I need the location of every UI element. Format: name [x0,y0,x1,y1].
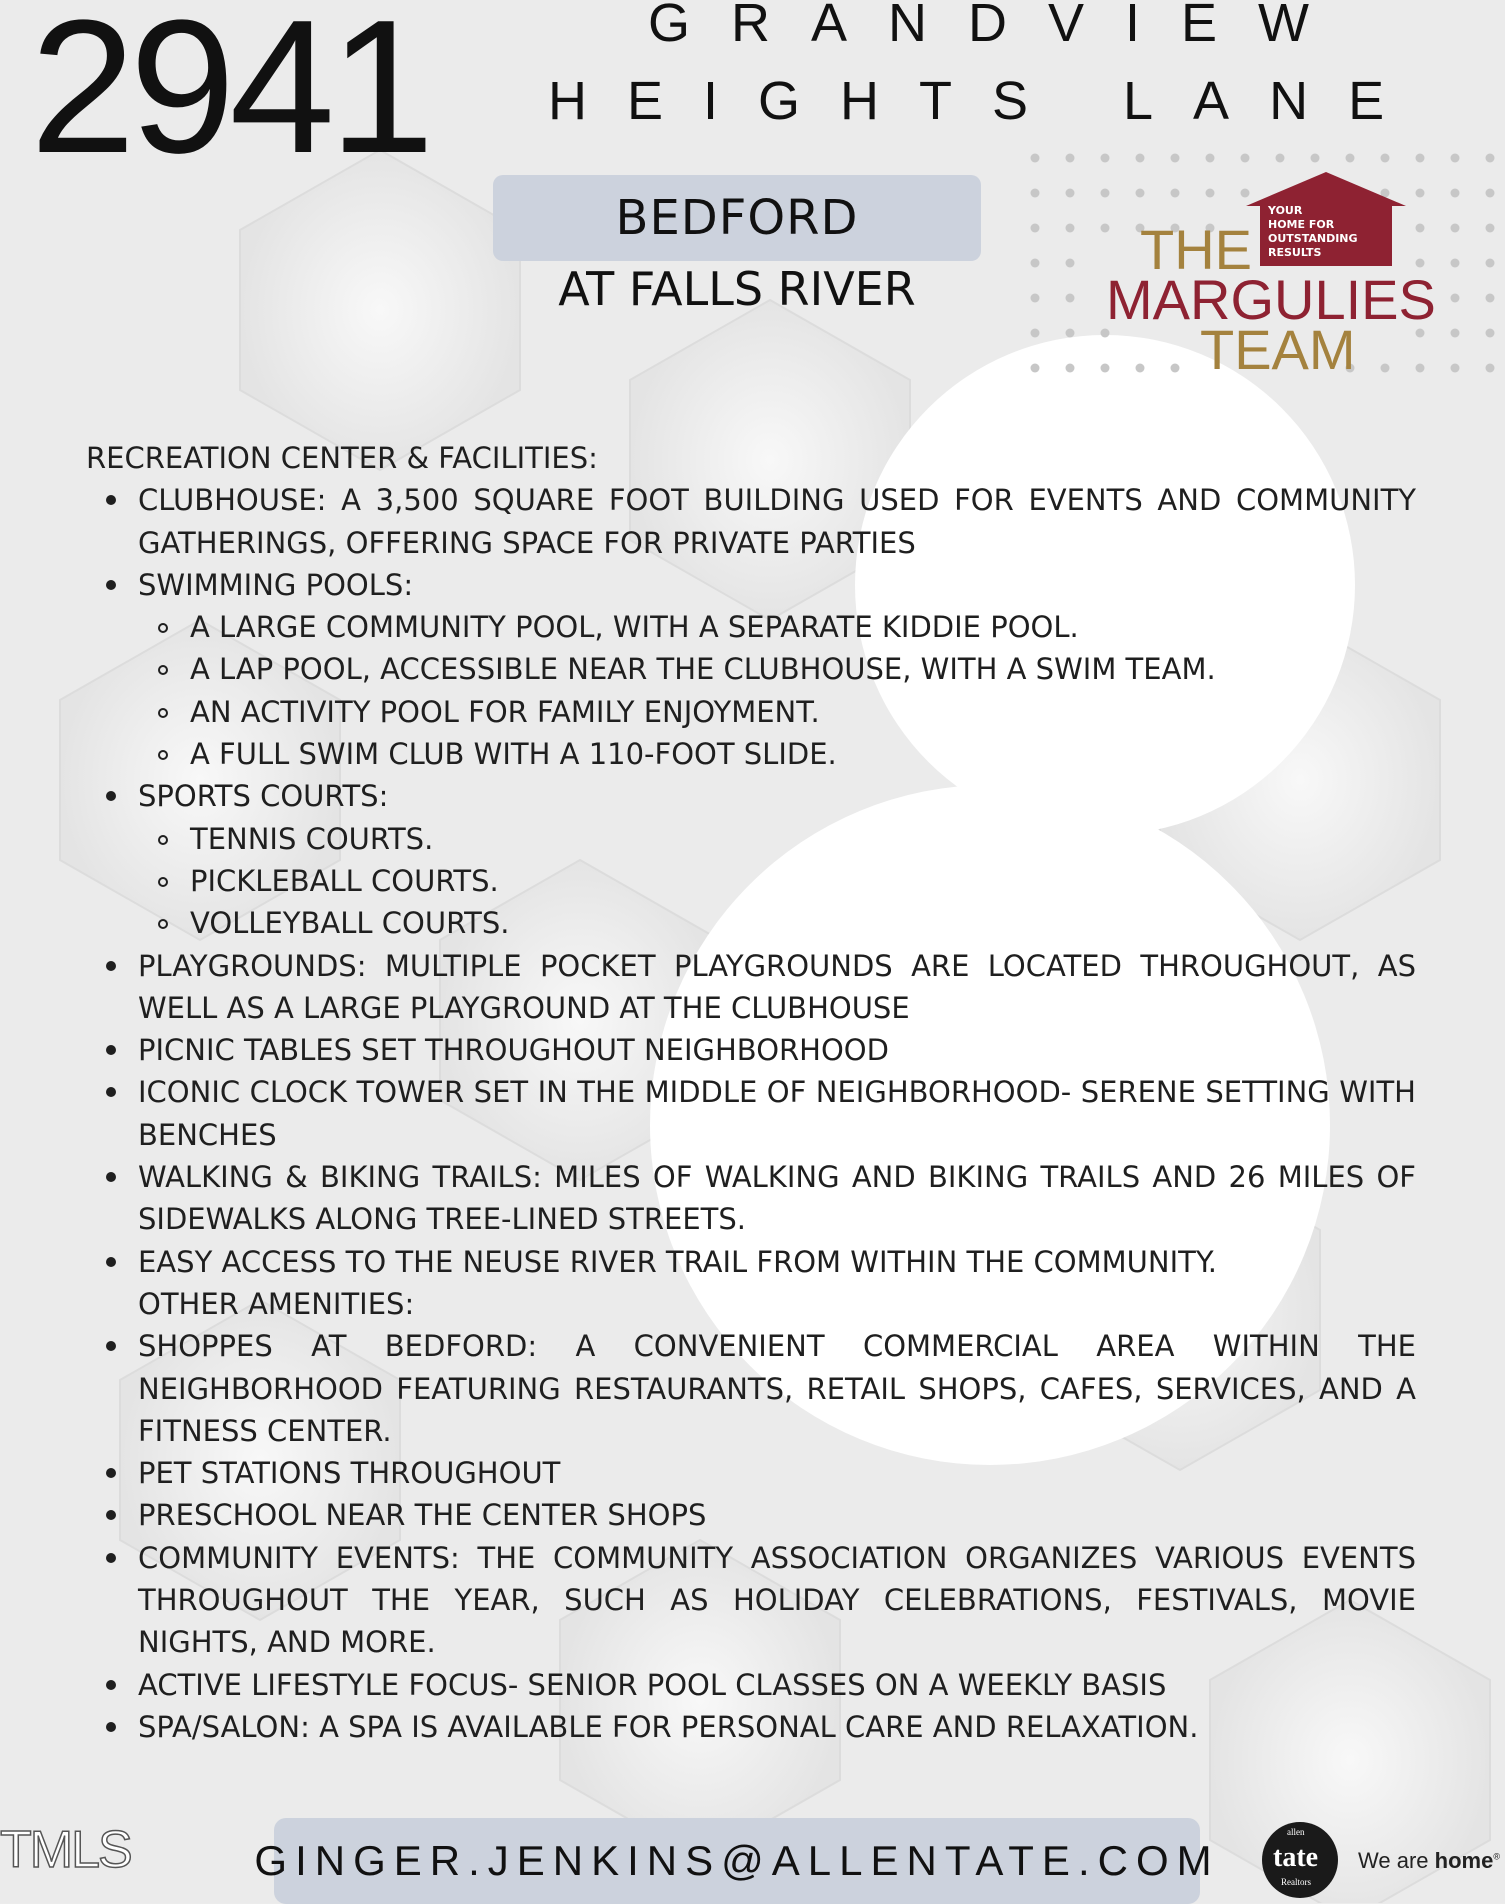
pool-item: A LARGE COMMUNITY POOL, WITH A SEPARATE KIDDIE POOL. [86,606,1416,648]
amenity-active-lifestyle: ACTIVE LIFESTYLE FOCUS- SENIOR POOL CLASSES ON A WEEKLY BASIS [86,1664,1416,1706]
street-name-line-2: HEIGHTS LANE [548,71,1425,131]
tmls-logo: TMLS [0,1821,131,1879]
amenities-heading: RECREATION CENTER & FACILITIES: [86,441,598,475]
amenities-section [86,437,1416,1748]
amenities-list [86,479,1416,1748]
amenity-shoppes: SHOPPES AT BEDFORD: A CONVENIENT COMMERCIAL AREA WITHIN THE NEIGHBORHOOD FEATURING RESTAURANTS, RETAIL SHOPS, CAFES, SERVICES, AND A FITNESS CENTER. [86,1325,1416,1452]
logo-word-team: TEAM [1200,318,1356,381]
email-contact[interactable] [254,1818,1220,1904]
email-address[interactable]: GINGER.JENKINS@ALLENTATE.COM [254,1837,1220,1884]
amenity-trails: WALKING & BIKING TRAILS: MILES OF WALKING AND BIKING TRAILS AND 26 MILES OF SIDEWALKS ALONG TREE-LINED STREETS. [86,1156,1416,1241]
court-item: PICKLEBALL COURTS. [86,860,1416,902]
pool-item: A FULL SWIM CLUB WITH A 110-FOOT SLIDE. [86,733,1416,775]
allen-tate-logo [1262,1822,1505,1898]
amenity-preschool: PRESCHOOL NEAR THE CENTER SHOPS [86,1494,1416,1536]
street-name-line-1: GRANDVIEW [648,0,1351,53]
pool-item: AN ACTIVITY POOL FOR FAMILY ENJOYMENT. [86,691,1416,733]
court-item: VOLLEYBALL COURTS. [86,902,1416,944]
allen-tate-seal-icon: allen tate Realtors [1262,1822,1338,1898]
amenity-courts: SPORTS COURTS: [86,775,1416,817]
amenity-pet-stations: PET STATIONS THROUGHOUT [86,1452,1416,1494]
other-amenities-heading: OTHER AMENITIES: [138,1286,415,1321]
brand-tagline: We are home® [1358,1848,1500,1873]
community-badge [493,175,981,261]
amenity-community-events: COMMUNITY EVENTS: THE COMMUNITY ASSOCIATION ORGANIZES VARIOUS EVENTS THROUGHOUT THE YEAR, SUCH AS HOLIDAY CELEBRATIONS, FESTIVALS, MOVIE NIGHTS, AND MORE. [86,1537,1416,1664]
amenity-neuse-trail: EASY ACCESS TO THE NEUSE RIVER TRAIL FROM WITHIN THE COMMUNITY. [86,1241,1416,1283]
logo-word-margulies: MARGULIES [1106,268,1436,331]
amenity-picnic: PICNIC TABLES SET THROUGHOUT NEIGHBORHOOD [86,1029,1416,1071]
amenity-pools: SWIMMING POOLS: [86,564,1416,606]
street-number: 2941 [30,0,429,193]
logo-tagline: YOUR HOME FOR OUTSTANDING RESULTS [1268,204,1358,259]
amenity-playgrounds: PLAYGROUNDS: MULTIPLE POCKET PLAYGROUNDS ARE LOCATED THROUGHOUT, AS WELL AS A LARGE PLAYGROUND AT THE CLUBHOUSE [86,945,1416,1030]
amenity-clubhouse: CLUBHOUSE: A 3,500 SQUARE FOOT BUILDING USED FOR EVENTS AND COMMUNITY GATHERINGS, OFFERING SPACE FOR PRIVATE PARTIES [86,479,1416,564]
community-subtitle: AT FALLS RIVER [558,262,916,316]
pool-item: A LAP POOL, ACCESSIBLE NEAR THE CLUBHOUSE, WITH A SWIM TEAM. [86,648,1416,690]
community-name: BEDFORD [615,190,859,246]
court-item: TENNIS COURTS. [86,818,1416,860]
logo-word-the: THE [1140,218,1252,281]
amenity-spa: SPA/SALON: A SPA IS AVAILABLE FOR PERSONAL CARE AND RELAXATION. [86,1706,1416,1748]
amenity-clock-tower: ICONIC CLOCK TOWER SET IN THE MIDDLE OF NEIGHBORHOOD- SERENE SETTING WITH BENCHES [86,1071,1416,1156]
margulies-team-logo [1020,150,1490,380]
